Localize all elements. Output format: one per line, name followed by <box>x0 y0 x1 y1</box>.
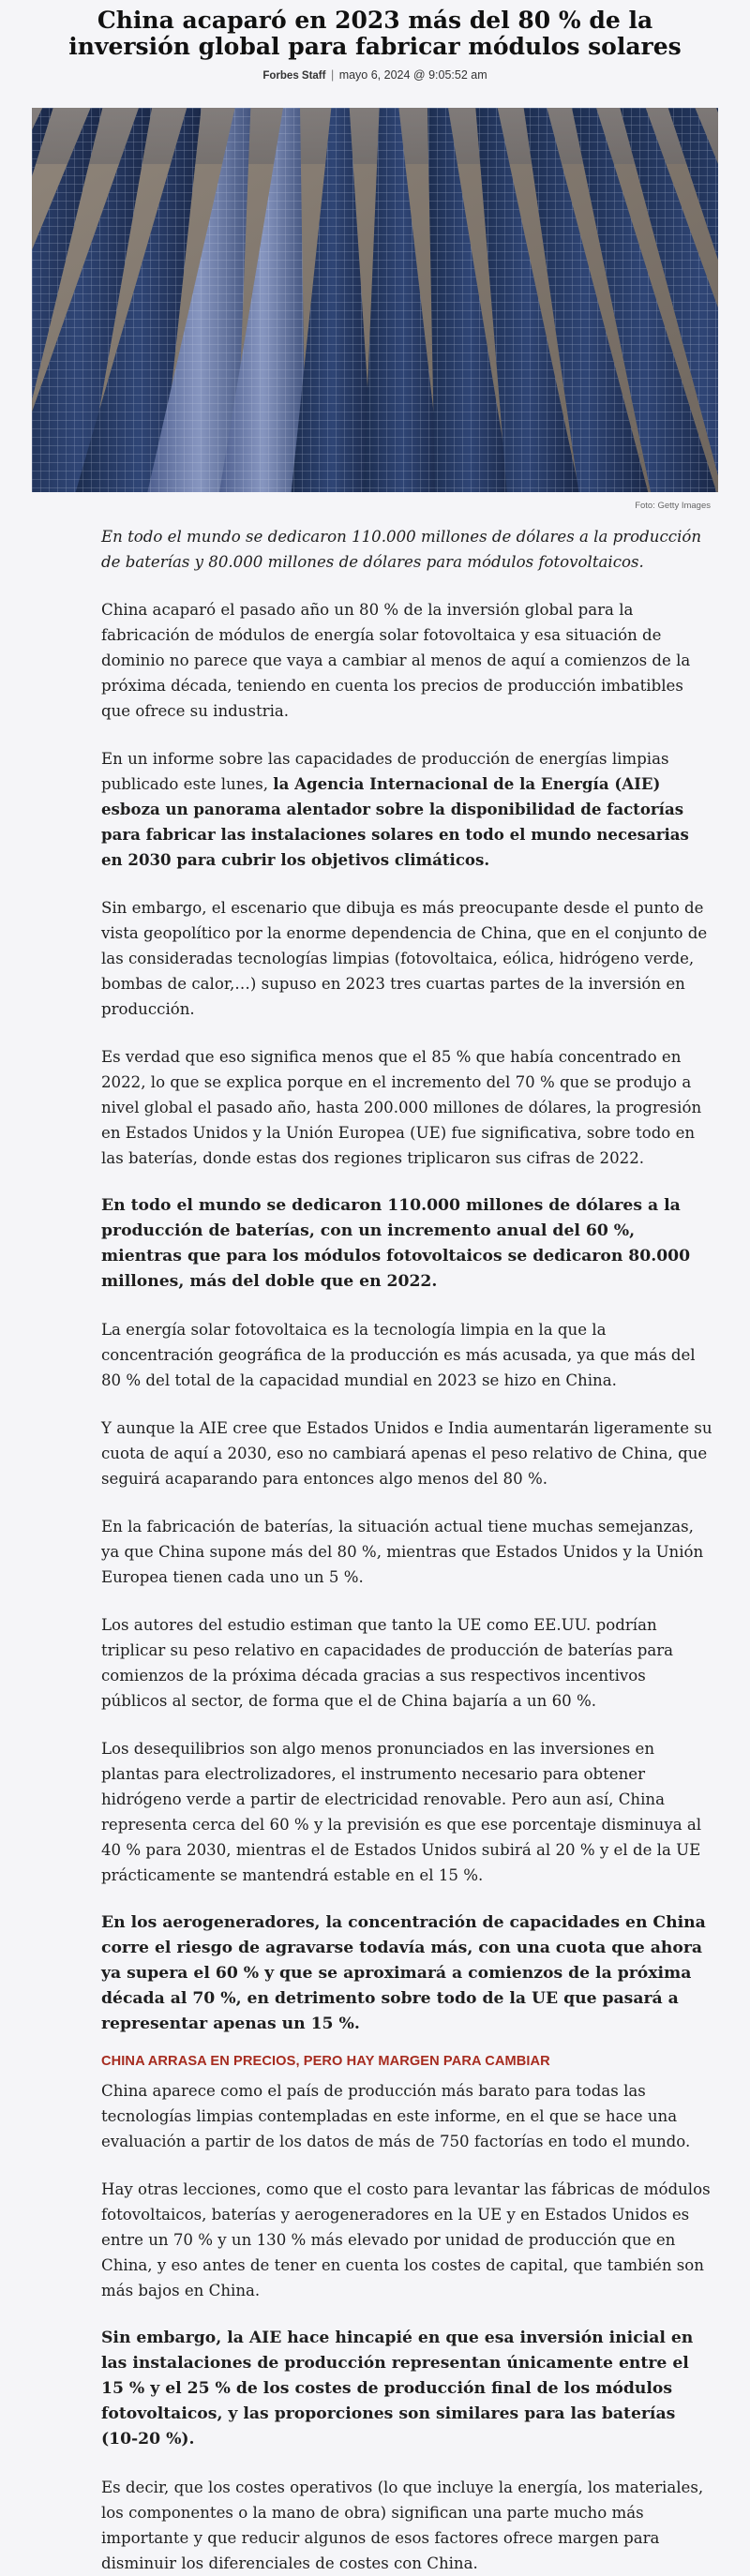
article-header <box>0 0 750 83</box>
article-title: China acaparó en 2023 más del 80 % de la inversión global para fabricar módulos solares <box>68 7 682 60</box>
author-link[interactable]: Forbes Staff <box>262 70 326 82</box>
article-body <box>101 524 715 2576</box>
hero-photo-container <box>32 108 718 511</box>
solar-panels-photo <box>32 108 718 492</box>
paragraph: Los autores del estudio estiman que tanto la UE como EE.UU. podrían triplicar su peso relativo en capacidades de producción de baterías para comienzos de la próxima década gracias a sus respectivos incentivos públicos al sector, de forma que el de China bajaría a un 60 %. <box>101 1616 674 1710</box>
paragraph: China aparece como el país de producción más barato para todas las tecnologías limpias contempladas en este informe, en el que se hace una evaluación a partir de los datos de más de 750 factorías en todo el mundo. <box>101 2082 691 2150</box>
article-meta <box>38 67 712 83</box>
section-subheading: CHINA ARRASA EN PRECIOS, PERO HAY MARGEN PARA CAMBIAR <box>101 2054 550 2069</box>
paragraph: La energía solar fotovoltaica es la tecnología limpia en la que la concentración geográfica de la producción es más acusada, ya que más del 80 % del total de la capacidad mundial en 2023 se hizo en China. <box>101 1321 696 1389</box>
paragraph-text: En un informe sobre las capacidades de producción de energías limpias publicado este lunes, <box>101 750 669 793</box>
highlight-paragraph: En los aerogeneradores, la concentración de capacidades en China corre el riesgo de agravarse todavía más, con una cuota que ahora ya supera el 60 % y que se aproximará a comienzos de la próxima década al 70 %, en detrimento sobre todo de la UE que pasará a representar apenas un 15 %. <box>101 1913 706 2033</box>
meta-separator: | <box>330 68 335 82</box>
paragraph: Sin embargo, el escenario que dibuja es más preocupante desde el punto de vista geopolítico por la enorme dependencia de China, que en el conjunto de las consideradas tecnologías limpias (fotovoltaica, eólica, hidrógeno verde, bombas de calor,…) supuso en 2023 tres cuartas partes de la inversión en producción. <box>101 899 708 1018</box>
highlight-paragraph: Sin embargo, la AIE hace hincapié en que esa inversión inicial en las instalaciones de producción representan únicamente entre el 15 % y el 25 % de los costes de producción final de los módulos fotovoltaicos, y las proporciones son similares para las baterías (10-20 %). <box>101 2329 694 2449</box>
paragraph: Es verdad que eso significa menos que el 85 % que había concentrado en 2022, lo que se explica porque en el incremento del 70 % que se produjo a nivel global el pasado año, hasta 200.000 millones de dólares, la progresión en Estados Unidos y la Unión Europea (UE) fue significativa, sobre todo en las baterías, donde estas dos regiones triplicaron sus cifras de 2022. <box>101 1048 702 1167</box>
paragraph: China acaparó el pasado año un 80 % de la inversión global para la fabricación de módulos de energía solar fotovoltaica y esa situación de dominio no parece que vaya a cambiar al menos de aquí a comienzos de la próxima década, teniendo en cuenta los precios de producción imbatibles que ofrece su industria. <box>101 601 691 720</box>
paragraph: Es decir, que los costes operativos (lo que incluye la energía, los materiales, los componentes o la mano de obra) significan una parte mucho más importante y que reducir algunos de esos factores ofrece margen para disminuir los diferenciales de costes con China. <box>101 2479 704 2572</box>
paragraph: Hay otras lecciones, como que el costo para levantar las fábricas de módulos fotovoltaicos, baterías y aerogeneradores en la UE y en Estados Unidos es entre un 70 % y un 130 % más elevado por unidad de producción que en China, y eso antes de tener en cuenta los costes de capital, que también son más bajos en China. <box>101 2180 711 2299</box>
highlight-paragraph: En todo el mundo se dedicaron 110.000 millones de dólares a la producción de baterías, con un incremento anual del 60 %, mientras que para los módulos fotovoltaicos se dedicaron 80.000 millones, más del doble que en 2022. <box>101 1196 691 1291</box>
publish-date: mayo 6, 2024 @ 9:05:52 am <box>338 68 488 82</box>
paragraph: Los desequilibrios son algo menos pronunciados en las inversiones en plantas para electrolizadores, el instrumento necesario para obtener hidrógeno verde a partir de electricidad renovable. Pero aun así, China representa cerca del 60 % y la previsión es que ese porcentaje disminuya al 40 % para 2030, mientras el de Estados Unidos subirá al 20 % y el de la UE prácticamente se mantendrá estable en el 15 %. <box>101 1740 702 1884</box>
paragraph-highlight: la Agencia Internacional de la Energía (AIE) esboza un panorama alentador sobre la disponibilidad de factorías para fabricar las instalaciones solares en todo el mundo necesarias en 2030 para cubrir los objetivos climáticos. <box>101 774 689 869</box>
paragraph <box>101 746 715 873</box>
paragraph: Y aunque la AIE cree que Estados Unidos e India aumentarán ligeramente su cuota de aquí a 2030, eso no cambiará apenas el peso relativo de China, que seguirá acaparando para entonces algo menos del 80 %. <box>101 1419 712 1488</box>
photo-credit: Foto: Getty Images <box>635 501 711 511</box>
article-lead: En todo el mundo se dedicaron 110.000 millones de dólares a la producción de baterías y 80.000 millones de dólares para módulos fotovoltaicos. <box>101 528 702 571</box>
paragraph: En la fabricación de baterías, la situación actual tiene muchas semejanzas, ya que China supone más del 80 %, mientras que Estados Unidos y la Unión Europea tienen cada uno un 5 %. <box>101 1518 704 1586</box>
